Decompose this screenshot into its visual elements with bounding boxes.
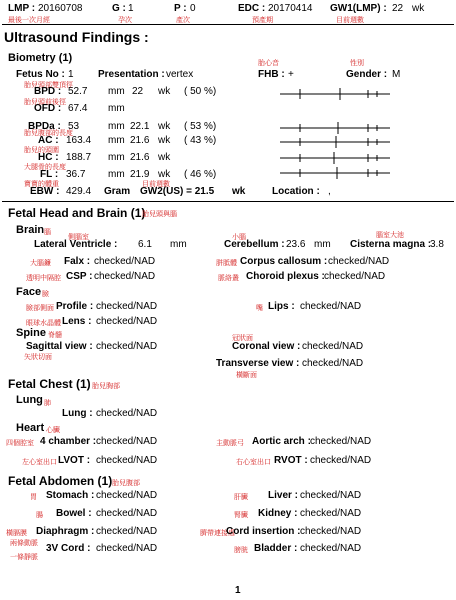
cp-note: 脈絡叢 xyxy=(218,275,239,282)
csp-note: 透明中隔腔 xyxy=(26,275,61,282)
lung-note: 肺 xyxy=(44,400,51,407)
g-note: 孕次 xyxy=(118,17,132,24)
falx-value: checked/NAD xyxy=(94,256,156,267)
gender-label: Gender : xyxy=(346,69,388,80)
cord-label: 3V Cord : xyxy=(46,543,91,554)
lmp-label: LMP : xyxy=(8,3,36,14)
cp-value: checked/NAD xyxy=(324,271,386,282)
arch-label: Aortic arch : xyxy=(252,436,311,447)
bladder-value: checked/NAD xyxy=(300,543,362,554)
ebw-label: EBW : xyxy=(30,186,60,197)
fhb-label: FHB : xyxy=(258,69,285,80)
bladder-note: 膀胱 xyxy=(234,547,248,554)
biometry-note: 胎兒腹部的長度 xyxy=(24,130,73,137)
arch-value: checked/NAD xyxy=(310,436,372,447)
gw2-unit: wk xyxy=(232,186,246,197)
cord-note-2: 一條靜脈 xyxy=(10,554,38,561)
biometry-unit: mm xyxy=(108,86,125,97)
cor-value: checked/NAD xyxy=(302,341,364,352)
kidney-note: 腎臟 xyxy=(234,512,248,519)
lv-label: Lateral Ventricle : xyxy=(34,239,118,250)
lips-note: 嘴 xyxy=(256,305,263,312)
cm-value: 3.8 xyxy=(430,239,444,250)
fetus-value: 1 xyxy=(68,69,74,80)
gender-value: M xyxy=(392,69,401,80)
biometry-wk: 21.9 xyxy=(130,169,150,180)
biometry-unit: mm xyxy=(108,121,125,132)
lens-note: 眼球水晶體 xyxy=(26,320,61,327)
biometry-label: BPD : xyxy=(34,86,62,97)
cm-note: 腦室大池 xyxy=(376,232,404,239)
biometry-wk: 21.6 xyxy=(130,152,150,163)
chest-heading: Fetal Chest (1) xyxy=(8,377,91,391)
biometry-pct: ( 43 %) xyxy=(184,135,217,146)
rvot-label: RVOT : xyxy=(274,455,308,466)
gender-note: 性別 xyxy=(350,60,364,67)
lung-value: checked/NAD xyxy=(96,408,158,419)
cord-note: 兩條動脈 xyxy=(10,540,38,547)
fc-label: 4 chamber : xyxy=(40,436,97,447)
biometry-pct: ( 46 %) xyxy=(184,169,217,180)
biometry-wk: 22 xyxy=(132,86,144,97)
head-brain-note: 胎兒頭與腦 xyxy=(142,211,177,218)
g-value: 1 xyxy=(128,3,134,14)
header-divider xyxy=(2,24,454,25)
brain-title: Brain xyxy=(16,224,45,236)
abdomen-heading: Fetal Abdomen (1) xyxy=(8,474,113,488)
biometry-wk-unit: wk xyxy=(158,169,171,180)
face-title: Face xyxy=(16,286,42,298)
spine-note: 脊髓 xyxy=(48,332,62,339)
gw-unit: wk xyxy=(412,3,425,14)
cb-label: Cerebellum : xyxy=(224,239,285,250)
biometry-label: HC : xyxy=(38,152,59,163)
face-note: 臉 xyxy=(42,291,49,298)
biometry-unit: mm xyxy=(108,152,125,163)
gw-value: 22 xyxy=(392,3,404,14)
fhb-value: + xyxy=(288,69,294,80)
fc-note: 四個腔室 xyxy=(6,440,34,447)
head-brain-heading: Fetal Head and Brain (1) xyxy=(8,206,146,220)
spine-title: Spine xyxy=(16,327,46,339)
abdomen-note: 胎兒腹部 xyxy=(112,480,140,487)
lips-value: checked/NAD xyxy=(300,301,362,312)
heart-note: 心臟 xyxy=(46,427,60,434)
ebw-unit: Gram xyxy=(104,186,131,197)
dia-note: 橫膈膜 xyxy=(6,530,27,537)
dia-value: checked/NAD xyxy=(96,526,158,537)
csp-value: checked/NAD xyxy=(94,271,156,282)
cp-label: Choroid plexus : xyxy=(246,271,325,282)
cc-label: Corpus callosum : xyxy=(240,256,328,267)
profile-label: Profile : xyxy=(56,301,94,312)
biometry-label: BPDa : xyxy=(28,121,61,132)
p-note: 產次 xyxy=(176,17,190,24)
gw2-label: GW2(US) = 21.5 xyxy=(140,186,215,197)
biometry-heading: Biometry (1) xyxy=(8,52,73,64)
biometry-pct: ( 53 %) xyxy=(184,121,217,132)
section-divider xyxy=(2,201,454,202)
lung-label: Lung : xyxy=(62,408,93,419)
p-label: P : xyxy=(174,3,187,14)
growth-strip-icon xyxy=(280,84,390,180)
cc-value: checked/NAD xyxy=(328,256,390,267)
trans-note: 橫斷面 xyxy=(236,372,257,379)
edc-label: EDC : xyxy=(238,3,266,14)
biometry-value: 163.4 xyxy=(66,135,92,146)
rvot-note: 右心室出口 xyxy=(236,459,271,466)
lvot-note: 左心室出口 xyxy=(22,459,57,466)
falx-note: 大腦鐮 xyxy=(30,260,51,267)
fc-value: checked/NAD xyxy=(96,436,158,447)
csp-label: CSP : xyxy=(66,271,93,282)
gw-label: GW1(LMP) : xyxy=(330,3,387,14)
liver-note: 肝臟 xyxy=(234,494,248,501)
dia-label: Diaphragm : xyxy=(36,526,95,537)
presentation-value: vertex xyxy=(166,69,194,80)
biometry-wk: 22.1 xyxy=(130,121,150,132)
lv-value: 6.1 xyxy=(138,239,152,250)
biometry-unit: mm xyxy=(108,135,125,146)
sag-value: checked/NAD xyxy=(96,341,158,352)
fetus-label: Fetus No : xyxy=(16,69,65,80)
p-value: 0 xyxy=(190,3,196,14)
cb-value: 23.6 xyxy=(286,239,306,250)
biometry-unit: mm xyxy=(108,169,125,180)
biometry-label: AC : xyxy=(38,135,59,146)
bowel-note: 腸 xyxy=(36,512,43,519)
kidney-label: Kidney : xyxy=(258,508,298,519)
g-label: G : xyxy=(112,3,126,14)
lv-note: 側腦室 xyxy=(68,234,89,241)
biometry-wk-unit: wk xyxy=(158,152,171,163)
page-title: Ultrasound Findings : xyxy=(4,29,149,45)
kidney-value: checked/NAD xyxy=(300,508,362,519)
cm-label: Cisterna magna : xyxy=(350,239,432,250)
lmp-value: 20160708 xyxy=(38,3,83,14)
sag-label: Sagittal view : xyxy=(26,341,93,352)
chest-note: 胎兒胸部 xyxy=(92,383,120,390)
presentation-label: Presentation : xyxy=(98,69,165,80)
brain-note: 腦 xyxy=(44,229,51,236)
biometry-value: 53 xyxy=(68,121,80,132)
biometry-label: OFD : xyxy=(34,103,62,114)
lvot-value: checked/NAD xyxy=(96,455,158,466)
weight-note: 寶寶的體重 xyxy=(24,181,59,188)
liver-value: checked/NAD xyxy=(300,490,362,501)
arch-note: 主動脈弓 xyxy=(216,440,244,447)
lips-label: Lips : xyxy=(268,301,295,312)
fhb-note: 胎心音 xyxy=(258,60,279,67)
biometry-wk-unit: wk xyxy=(158,135,171,146)
biometry-note: 胎兒的頭圍 xyxy=(24,147,59,154)
biometry-note: 胎兒頭前後徑 xyxy=(24,99,66,106)
trans-value: checked/NAD xyxy=(302,358,364,369)
liver-label: Liver : xyxy=(268,490,299,501)
biometry-value: 67.4 xyxy=(68,103,88,114)
stomach-label: Stomach : xyxy=(46,490,95,501)
stomach-note: 胃 xyxy=(30,494,37,501)
cb-note: 小腦 xyxy=(232,234,246,241)
cc-note: 胼胝體 xyxy=(216,260,237,267)
biometry-wk-unit: wk xyxy=(158,86,171,97)
rvot-value: checked/NAD xyxy=(310,455,372,466)
profile-value: checked/NAD xyxy=(96,301,158,312)
biometry-value: 36.7 xyxy=(66,169,86,180)
gw2-note: 目前週數 xyxy=(142,181,170,188)
lvot-label: LVOT : xyxy=(58,455,91,466)
falx-label: Falx : xyxy=(64,256,91,267)
edc-note: 預產期 xyxy=(252,17,273,24)
location-label: Location : xyxy=(272,186,320,197)
profile-note: 臉部側面 xyxy=(26,305,54,312)
lv-unit: mm xyxy=(170,239,187,250)
biometry-label: FL : xyxy=(40,169,59,180)
ci-label: Cord insertion : xyxy=(226,526,301,537)
heart-title: Heart xyxy=(16,422,45,434)
edc-value: 20170414 xyxy=(268,3,313,14)
lmp-note: 最後一次月經 xyxy=(8,17,50,24)
ci-value: checked/NAD xyxy=(300,526,362,537)
page-number: 1 xyxy=(235,585,241,596)
biometry-value: 52.7 xyxy=(68,86,88,97)
bladder-label: Bladder : xyxy=(254,543,298,554)
biometry-wk: 21.6 xyxy=(130,135,150,146)
bowel-value: checked/NAD xyxy=(96,508,158,519)
ci-note: 臍帶連接處 xyxy=(200,530,235,537)
biometry-value: 188.7 xyxy=(66,152,92,163)
lung-title: Lung xyxy=(16,394,43,406)
lens-value: checked/NAD xyxy=(96,316,158,327)
cord-value: checked/NAD xyxy=(96,543,158,554)
cb-unit: mm xyxy=(314,239,331,250)
sag-note: 矢狀切面 xyxy=(24,354,52,361)
ebw-value: 429.4 xyxy=(66,186,92,197)
gw-note: 目前週數 xyxy=(336,17,364,24)
lens-label: Lens : xyxy=(62,316,92,327)
biometry-unit: mm xyxy=(108,103,125,114)
cor-label: Coronal view : xyxy=(232,341,301,352)
biometry-pct: ( 50 %) xyxy=(184,86,217,97)
trans-label: Transverse view : xyxy=(216,358,300,369)
biometry-wk-unit: wk xyxy=(158,121,171,132)
bowel-label: Bowel : xyxy=(56,508,92,519)
cor-note: 冠狀面 xyxy=(232,335,253,342)
biometry-note: 大腿骨的長度 xyxy=(24,164,66,171)
stomach-value: checked/NAD xyxy=(96,490,158,501)
biometry-note: 胎兒頭部雙頂徑 xyxy=(24,82,73,89)
location-value: , xyxy=(328,186,331,197)
